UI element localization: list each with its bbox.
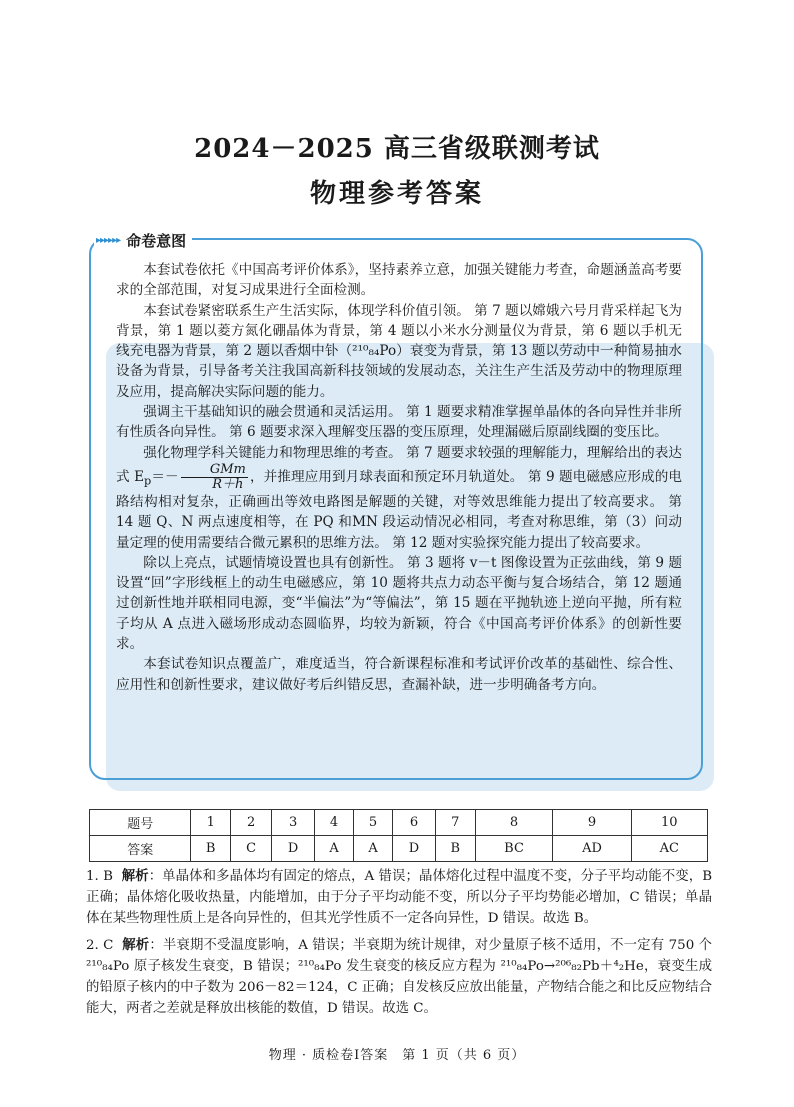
equals-sign: ＝－ — [151, 468, 179, 485]
intent-paragraph: 本套试卷紧密联系生产生活实际，体现学科价值引领。 第 7 题以嫦娥六号月背采样起飞为背景，第 1 题以菱方氮化硼晶体为背景，第 4 题以小米水分测量仪为背景，第 6 题以手机无线充电器为背景，第 2 题以香烟中钋（²¹⁰₈₄Po）衰变为背景，第 13 题以劳动中一种简易抽水设备为背景，引导备考关注我国高新科技领域的发展动态，关注生产生活及劳动中的物理原理及应用，提高解决实际问题的能力。 — [116, 302, 682, 400]
intent-paragraph: 除以上亮点，试题情境设置也具有创新性。 第 3 题将 v－t 图像设置为正弦曲线，第 9 题设置“回”字形线框上的动生电磁感应，第 10 题将共点力动态平衡与复合场结合，第 12 题通过创新性地并联相同电源，变“半偏法”为“等偏法”，第 15 题在平抛轨迹上逆向平抛，所有粒子均从 A 点进入磁场形成动态圆临界，均较为新颖，符合《中国高考评价体系》的创新性要求。 — [116, 554, 682, 653]
table-cell: 7 — [435, 810, 475, 836]
table-cell: 5 — [354, 810, 393, 836]
answer-title: 物理参考答案 — [309, 179, 484, 209]
intent-tag — [94, 230, 192, 251]
fraction-numerator: GMm — [181, 463, 248, 478]
exam-title: 2024－2025 高三省级联测考试 — [194, 134, 600, 164]
intent-paragraph: 强调主干基础知识的融会贯通和灵活运用。 第 1 题要求精准掌握单晶体的各向异性并非所有性质各向异性。 第 6 题要求深入理解变压器的变压原理，处理漏磁后原副线圈的变压比。 — [116, 404, 682, 441]
table-cell: A — [354, 836, 393, 862]
table-row — [90, 810, 708, 836]
analysis-label: 解析 — [122, 938, 150, 953]
arrows-icon: ▸▸▸▸▸▸ — [96, 235, 121, 246]
table-header-cell: 题号 — [90, 810, 191, 836]
intent-text — [116, 260, 682, 695]
intent-paragraph — [116, 443, 682, 553]
page-footer: 物理 · 质检卷Ⅰ答案 第 1 页（共 6 页） — [268, 1048, 526, 1063]
table-cell: 6 — [393, 810, 436, 836]
question-number: 1. B — [86, 869, 113, 884]
table-cell: BC — [475, 836, 553, 862]
table-cell: D — [272, 836, 315, 862]
text-span: 强化物理学科关键能力和物理思维的考查。 第 7 题要求较强的理解能力，理解给出的表达式 E — [116, 444, 682, 485]
table-cell: 1 — [191, 810, 231, 836]
table-cell: A — [315, 836, 354, 862]
question-number: 2. C — [86, 938, 114, 953]
table-cell: AD — [553, 836, 631, 862]
answer-table — [89, 809, 708, 862]
fraction — [181, 463, 248, 492]
table-cell: 9 — [553, 810, 631, 836]
table-header-cell: 答案 — [90, 836, 191, 862]
table-cell: 3 — [272, 810, 315, 836]
intent-paragraph: 本套试卷知识点覆盖广，难度适当，符合新课程标准和考试评价改革的基础性、综合性、应用性和创新性要求，建议做好考后纠错反思，查漏补缺，进一步明确备考方向。 — [116, 656, 682, 693]
explanation-q2 — [86, 935, 712, 1019]
table-row — [90, 836, 708, 862]
table-cell: B — [191, 836, 231, 862]
table-cell: C — [231, 836, 272, 862]
explanation-text: ：单晶体和多晶体均有固定的熔点，A 错误；晶体熔化过程中温度不变，分子平均动能不变，B 正确；晶体熔化吸收热量，内能增加，由于分子平均动能不变，所以分子平均势能必增加，C 错误；单晶体在某些物理性质上是各向异性的，但其光学性质不一定各向异性，D 错误。故选 B。 — [86, 869, 713, 926]
fraction-denominator: R＋h — [212, 476, 244, 492]
table-cell: B — [435, 836, 475, 862]
table-cell: 10 — [631, 810, 707, 836]
analysis-label: 解析 — [121, 869, 149, 884]
explanation-text: ：半衰期不受温度影响，A 错误；半衰期为统计规律，对少量原子核不适用，不一定有 750 个 ²¹⁰₈₄Po 原子核发生衰变，B 错误；²¹⁰₈₄Po 发生衰变的核反应方程为 ²¹⁰₈₄Po→²⁰⁶₈₂Pb＋⁴₂He，衰变生成的铅原子核内的中子数为 206－82＝124，C 正确；自发核反应放出能量，产物结合能之和比反应物结合能大，两者之差就是释放出核能的数值，D 错误。故选 C。 — [86, 938, 713, 1016]
table-cell: 2 — [231, 810, 272, 836]
subscript: p — [144, 473, 152, 488]
table-cell: 4 — [315, 810, 354, 836]
table-cell: 8 — [475, 810, 553, 836]
explanation-q1 — [86, 866, 712, 929]
text-span: ，并推理应用到月球表面和预定环月轨道处。 第 9 题电磁感应形成的电路结构相对复杂，正确画出等效电路图是解题的关键，对等效思维能力提出了较高要求。 第 14 题 Q、N 两点速度相等，在 PQ 和MN 段运动情况必相同，考查对称思维，第（3）问动量定理的使用需要结合微元累积的思维方法。 第 12 题对实验探究能力提出了较高要求。 — [116, 468, 682, 551]
table-cell: D — [393, 836, 436, 862]
intent-paragraph: 本套试卷依托《中国高考评价体系》，坚持素养立意，加强关键能力考查，命题涵盖高考要求的全部范围，对复习成果进行全面检测。 — [116, 262, 682, 299]
table-cell: AC — [631, 836, 707, 862]
intent-label: 命卷意图 — [126, 232, 187, 250]
